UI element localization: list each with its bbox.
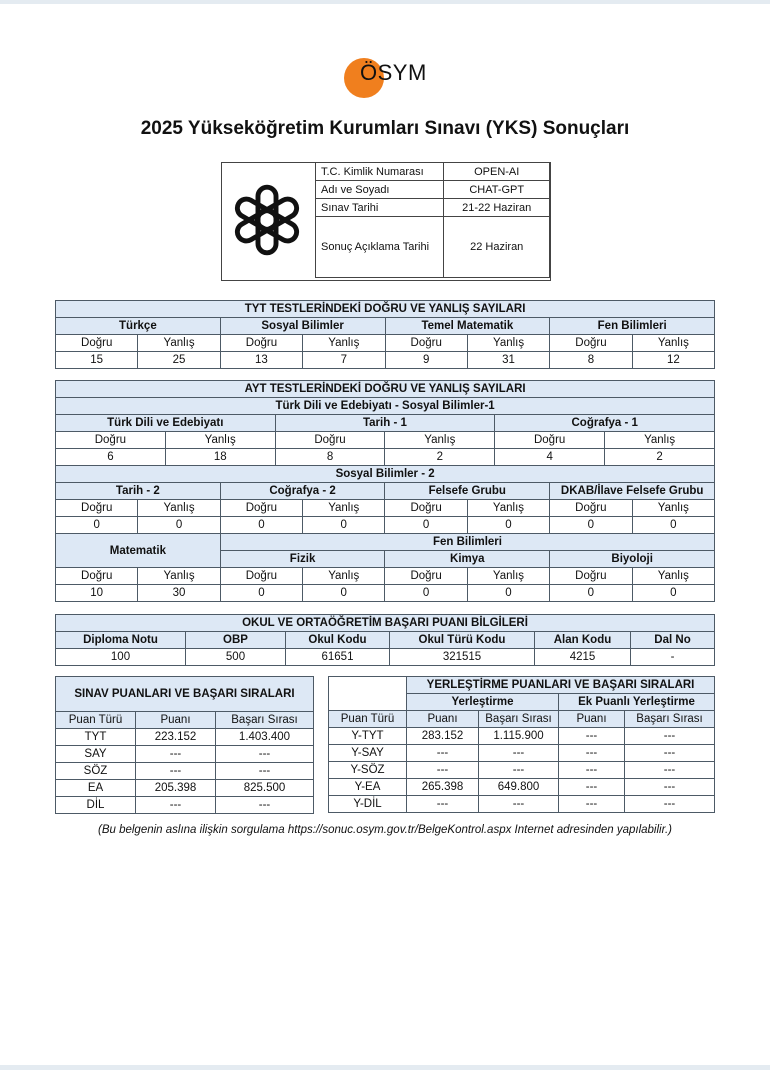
yanlis-label: Yanlış <box>632 335 714 352</box>
yanlis-label: Yanlış <box>385 432 495 449</box>
basari-sirasi: 825.500 <box>216 780 314 797</box>
page-title: 2025 Yükseköğretim Kurumları Sınavı (YKS) Sonuçları <box>140 118 630 139</box>
ek-puan: --- <box>559 779 625 796</box>
yanlis-label: Yanlış <box>138 568 220 585</box>
ek-puan: --- <box>559 762 625 779</box>
yanlis-value: 12 <box>632 352 714 369</box>
column-header: Puanı <box>559 711 625 728</box>
basari-sirasi: 1.403.400 <box>216 729 314 746</box>
column-header: Puan Türü <box>329 711 407 728</box>
column-header: Başarı Sırası <box>625 711 715 728</box>
yanlis-label: Yanlış <box>303 568 385 585</box>
dogru-label: Doğru <box>220 568 302 585</box>
candidate-label: Sonuç Açıklama Tarihi <box>316 217 444 278</box>
dogru-value: 9 <box>385 352 467 369</box>
puan: 205.398 <box>136 780 216 797</box>
puan-turu: SÖZ <box>56 763 136 780</box>
okul-value: - <box>631 649 715 666</box>
okul-table <box>55 614 715 666</box>
puan-turu: Y-SAY <box>329 745 407 762</box>
okul-header: OBP <box>186 632 286 649</box>
puan-turu: Y-SÖZ <box>329 762 407 779</box>
blank-corner <box>329 677 407 711</box>
puan-turu: Y-EA <box>329 779 407 796</box>
subject-name: DKAB/İlave Felsefe Grubu <box>550 483 715 500</box>
dogru-value: 8 <box>550 352 632 369</box>
subject-name: Fen Bilimleri <box>550 318 715 335</box>
basari-sirasi: 649.800 <box>479 779 559 796</box>
okul-value: 321515 <box>390 649 535 666</box>
yanlis-label: Yanlış <box>467 335 549 352</box>
ayt-title: AYT TESTLERİNDEKİ DOĞRU VE YANLIŞ SAYILARI <box>56 381 715 398</box>
dogru-label: Doğru <box>385 335 467 352</box>
yanlis-label: Yanlış <box>467 568 549 585</box>
basari-sirasi: --- <box>216 797 314 814</box>
dogru-label: Doğru <box>56 335 138 352</box>
subject-name: Türk Dili ve Edebiyatı <box>56 415 276 432</box>
okul-value: 61651 <box>286 649 390 666</box>
okul-header: Okul Türü Kodu <box>390 632 535 649</box>
yanlis-label: Yanlış <box>467 500 549 517</box>
okul-header: Dal No <box>631 632 715 649</box>
ek-puan: --- <box>559 796 625 813</box>
sinav-puan-table <box>55 676 314 814</box>
yerlestirme-title: YERLEŞTİRME PUANLARI VE BAŞARI SIRALARI <box>407 677 715 694</box>
dogru-label: Doğru <box>550 500 632 517</box>
ek-puanli-sub: Ek Puanlı Yerleştirme <box>559 694 715 711</box>
ek-puan: --- <box>559 728 625 745</box>
okul-value: 4215 <box>535 649 631 666</box>
subject-name: Coğrafya - 2 <box>220 483 385 500</box>
tyt-title: TYT TESTLERİNDEKİ DOĞRU VE YANLIŞ SAYILARI <box>56 301 715 318</box>
dogru-value: 0 <box>385 585 467 602</box>
puan: --- <box>136 797 216 814</box>
dogru-value: 0 <box>220 585 302 602</box>
bottom-border <box>0 1065 770 1070</box>
candidate-label: Sınav Tarihi <box>316 199 444 217</box>
ayt-group2-title: Sosyal Bilimler - 2 <box>56 466 715 483</box>
candidate-row <box>316 163 550 181</box>
basari-sirasi: --- <box>216 763 314 780</box>
table-row <box>329 745 715 762</box>
dogru-label: Doğru <box>385 568 467 585</box>
yanlis-value: 18 <box>165 449 275 466</box>
candidate-table <box>315 162 550 278</box>
table-row <box>329 796 715 813</box>
yanlis-label: Yanlış <box>165 432 275 449</box>
table-row <box>56 780 314 797</box>
yanlis-label: Yanlış <box>138 500 220 517</box>
ek-basari-sirasi: --- <box>625 762 715 779</box>
subject-name: Sosyal Bilimler <box>220 318 385 335</box>
dogru-value: 0 <box>220 517 302 534</box>
yanlis-value: 2 <box>605 449 715 466</box>
footer-note: (Bu belgenin aslına ilişkin sorgulama https://sonuc.osym.gov.tr/BelgeKontrol.aspx Internet adresinden yapılabilir.) <box>97 824 673 836</box>
yanlis-label: Yanlış <box>632 500 715 517</box>
dogru-value: 0 <box>56 517 138 534</box>
dogru-label: Doğru <box>56 568 138 585</box>
subject-name: Coğrafya - 1 <box>495 415 715 432</box>
okul-header: Diploma Notu <box>56 632 186 649</box>
candidate-info-box <box>221 162 551 281</box>
basari-sirasi: --- <box>479 796 559 813</box>
puan-turu: Y-TYT <box>329 728 407 745</box>
yanlis-value: 0 <box>632 517 715 534</box>
basari-sirasi: --- <box>479 745 559 762</box>
subject-name: Temel Matematik <box>385 318 550 335</box>
ek-basari-sirasi: --- <box>625 745 715 762</box>
dogru-value: 15 <box>56 352 138 369</box>
dogru-value: 8 <box>275 449 385 466</box>
dogru-label: Doğru <box>275 432 385 449</box>
dogru-value: 0 <box>550 517 632 534</box>
column-header: Puan Türü <box>56 712 136 729</box>
candidate-row <box>316 217 550 278</box>
okul-header: Alan Kodu <box>535 632 631 649</box>
dogru-value: 6 <box>56 449 166 466</box>
puan: --- <box>136 746 216 763</box>
yanlis-value: 0 <box>632 585 715 602</box>
table-row <box>56 797 314 814</box>
table-row <box>56 763 314 780</box>
ayt-table <box>55 380 715 602</box>
okul-value: 100 <box>56 649 186 666</box>
yanlis-value: 0 <box>467 517 549 534</box>
subject-name: Fizik <box>220 551 385 568</box>
basari-sirasi: --- <box>216 746 314 763</box>
yanlis-label: Yanlış <box>138 335 220 352</box>
column-header: Puanı <box>407 711 479 728</box>
subject-name: Türkçe <box>56 318 221 335</box>
dogru-label: Doğru <box>220 335 302 352</box>
puan: 223.152 <box>136 729 216 746</box>
subject-name: Matematik <box>56 534 221 568</box>
table-row <box>329 762 715 779</box>
osym-logo <box>342 56 432 100</box>
yanlis-value: 0 <box>303 517 385 534</box>
table-row <box>329 728 715 745</box>
column-header: Başarı Sırası <box>216 712 314 729</box>
yanlis-label: Yanlış <box>303 500 385 517</box>
yanlis-label: Yanlış <box>605 432 715 449</box>
okul-header: Okul Kodu <box>286 632 390 649</box>
ek-basari-sirasi: --- <box>625 728 715 745</box>
candidate-value: CHAT-GPT <box>444 181 550 199</box>
yanlis-value: 25 <box>138 352 220 369</box>
dogru-label: Doğru <box>495 432 605 449</box>
dogru-label: Doğru <box>550 568 632 585</box>
puan-turu: Y-DİL <box>329 796 407 813</box>
dogru-value: 4 <box>495 449 605 466</box>
candidate-value: 22 Haziran <box>444 217 550 278</box>
yanlis-value: 0 <box>467 585 549 602</box>
candidate-row <box>316 181 550 199</box>
dogru-label: Doğru <box>220 500 302 517</box>
puan-turu: DİL <box>56 797 136 814</box>
column-header: Başarı Sırası <box>479 711 559 728</box>
puan: 265.398 <box>407 779 479 796</box>
okul-title: OKUL VE ORTAÖĞRETİM BAŞARI PUANI BİLGİLERİ <box>56 615 715 632</box>
yerlestirme-table <box>328 676 715 813</box>
table-row <box>329 779 715 796</box>
ek-basari-sirasi: --- <box>625 779 715 796</box>
subject-name: Felsefe Grubu <box>385 483 550 500</box>
yanlis-value: 7 <box>303 352 385 369</box>
subject-name: Tarih - 1 <box>275 415 495 432</box>
candidate-value: OPEN-AI <box>444 163 550 181</box>
puan: --- <box>407 796 479 813</box>
dogru-label: Doğru <box>550 335 632 352</box>
dogru-value: 13 <box>220 352 302 369</box>
table-row <box>56 729 314 746</box>
yanlis-value: 0 <box>138 517 220 534</box>
okul-value: 500 <box>186 649 286 666</box>
logo-text: ÖSYM <box>360 60 427 85</box>
puan-turu: EA <box>56 780 136 797</box>
puan: 283.152 <box>407 728 479 745</box>
ek-puan: --- <box>559 745 625 762</box>
sinav-puan-title: SINAV PUANLARI VE BAŞARI SIRALARI <box>56 677 314 712</box>
ek-basari-sirasi: --- <box>625 796 715 813</box>
candidate-label: T.C. Kimlik Numarası <box>316 163 444 181</box>
yanlis-label: Yanlış <box>632 568 715 585</box>
subject-name: Kimya <box>385 551 550 568</box>
yanlis-value: 31 <box>467 352 549 369</box>
candidate-row <box>316 199 550 217</box>
openai-logo-icon <box>226 173 308 267</box>
basari-sirasi: --- <box>479 762 559 779</box>
yanlis-label: Yanlış <box>303 335 385 352</box>
puan: --- <box>407 745 479 762</box>
top-border <box>0 0 770 4</box>
candidate-label: Adı ve Soyadı <box>316 181 444 199</box>
yanlis-value: 2 <box>385 449 495 466</box>
ayt-group1-title: Türk Dili ve Edebiyatı - Sosyal Bilimler-1 <box>56 398 715 415</box>
dogru-value: 0 <box>550 585 632 602</box>
yerlestirme-sub: Yerleştirme <box>407 694 559 711</box>
yanlis-value: 30 <box>138 585 220 602</box>
tyt-table <box>55 300 715 369</box>
subject-name: Biyoloji <box>550 551 715 568</box>
dogru-label: Doğru <box>56 500 138 517</box>
puan-turu: TYT <box>56 729 136 746</box>
dogru-value: 0 <box>385 517 467 534</box>
puan-turu: SAY <box>56 746 136 763</box>
table-row <box>56 746 314 763</box>
yanlis-value: 0 <box>303 585 385 602</box>
dogru-value: 10 <box>56 585 138 602</box>
dogru-label: Doğru <box>385 500 467 517</box>
column-header: Puanı <box>136 712 216 729</box>
candidate-value: 21-22 Haziran <box>444 199 550 217</box>
subject-name: Tarih - 2 <box>56 483 221 500</box>
puan: --- <box>407 762 479 779</box>
basari-sirasi: 1.115.900 <box>479 728 559 745</box>
puan: --- <box>136 763 216 780</box>
dogru-label: Doğru <box>56 432 166 449</box>
ayt-fen-title: Fen Bilimleri <box>220 534 714 551</box>
